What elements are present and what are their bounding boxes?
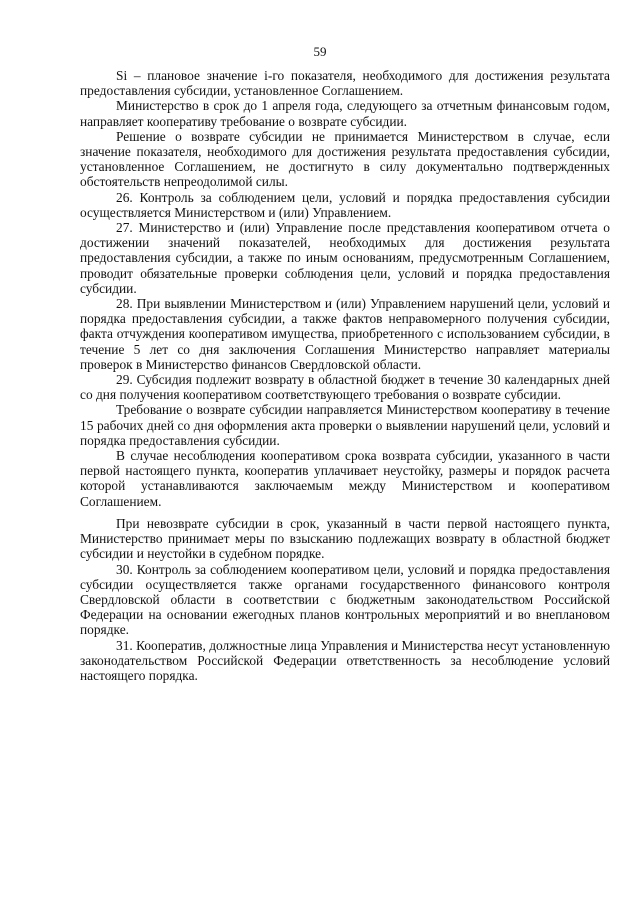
- paragraph-item-28: 28. При выявлении Министерством и (или) Управлением нарушений цели, условий и порядка предоставления субсидии, а также фактов неправомерного получения субсидии, факта отчуждения кооперативом имущества, приобретенного с использованием субсидии, в течение 5 лет со дня заключения Соглашения Министерство направляет материалы проверок в Министерство финансов Свердловской области.: [80, 296, 610, 372]
- paragraph-item-30: 30. Контроль за соблюдением кооперативом цели, условий и порядка предоставления субсидии осуществляется также органами государственного финансового контроля Свердловской области в соответствии с бюджетным законодательством Российской Федерации на основании ежегодных планов контрольных мероприятий и во внеплановом порядке.: [80, 561, 610, 638]
- paragraph-item-31: 31. Кооператив, должностные лица Управления и Министерства несут установленную законодательством Российской Федерации ответственность за несоблюдение условий настоящего порядка.: [80, 637, 610, 683]
- paragraph-penalty: В случае несоблюдения кооперативом срока возврата субсидии, указанного в части первой настоящего пункта, кооператив уплачивает неустойку, размеры и порядок расчета которой устанавливаются заключаемым между Министерством и кооперативом Соглашением.: [80, 448, 610, 509]
- paragraph-item-26: 26. Контроль за соблюдением цели, условий и порядка предоставления субсидии осуществляется Министерством и (или) Управлением.: [80, 189, 610, 220]
- paragraph-court-recovery: При невозврате субсидии в срок, указанный в части первой настоящего пункта, Министерство принимает меры по взысканию подлежащих возврату в областной бюджет субсидии и неустойки в судебном порядке.: [80, 515, 610, 562]
- paragraph-refund-request: Требование о возврате субсидии направляется Министерством кооперативу в течение 15 рабочих дней со дня оформления акта проверки о выявлении нарушений цели, условий и порядка предоставления субсидии.: [80, 402, 610, 448]
- paragraph-item-27: 27. Министерство и (или) Управление после представления кооперативом отчета о достижении значений показателей, необходимых для достижения результата предоставления субсидии, а также по иным основаниям, предусмотренным Соглашением, проводит обязательные проверки соблюдения цели, условий и порядка предоставления субсидии.: [80, 220, 610, 296]
- paragraph-si-definition: Si – плановое значение i-го показателя, необходимого для достижения результата предоставления субсидии, установленное Соглашением.: [80, 68, 610, 99]
- paragraph-force-majeure: Решение о возврате субсидии не принимается Министерством в случае, если значение показателя, необходимого для достижения результата предоставления субсидии, установленное Соглашением, не достигнуто в силу документально подтвержденных обстоятельств непреодолимой силы.: [80, 128, 610, 190]
- paragraph-ministry-deadline: Министерство в срок до 1 апреля года, следующего за отчетным финансовым годом, направляет кооперативу требование о возврате субсидии.: [80, 98, 610, 129]
- document-body: [80, 68, 610, 683]
- paragraph-item-29: 29. Субсидия подлежит возврату в областной бюджет в течение 30 календарных дней со дня получения кооперативом соответствующего требования о возврате субсидии.: [80, 372, 610, 403]
- page-number: 59: [313, 44, 327, 59]
